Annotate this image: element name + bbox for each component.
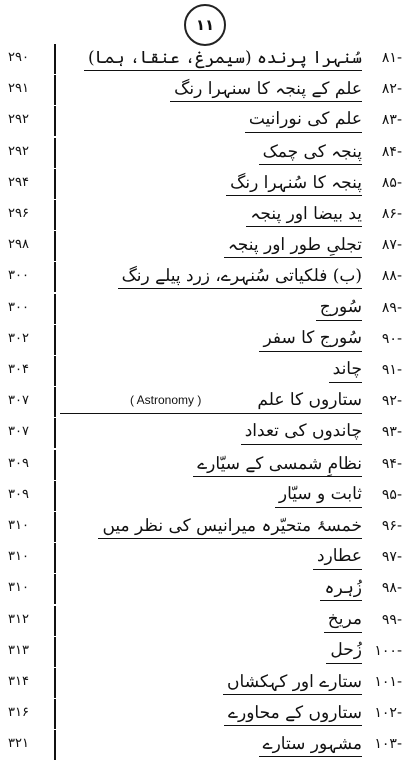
toc-item-number: -۹۳	[381, 424, 402, 441]
column-divider	[54, 387, 56, 417]
toc-page-number: ۳۱۳	[8, 642, 29, 658]
toc-title: چاند	[332, 359, 362, 379]
toc-row	[0, 387, 410, 417]
title-underline	[329, 382, 362, 383]
toc-row	[0, 200, 410, 230]
toc-item-number: -۹۲	[381, 393, 402, 410]
toc-page-number: ۳۰۴	[8, 362, 29, 377]
column-divider	[54, 543, 56, 573]
toc-title: مریخ	[327, 608, 362, 629]
toc-title: علم کی نورانیت	[248, 109, 362, 130]
title-underline	[60, 413, 362, 414]
toc-item-number: -۹۶	[381, 518, 402, 534]
toc-row	[0, 637, 410, 667]
title-underline	[259, 756, 362, 757]
toc-page-number: ۲۹۰	[8, 50, 29, 65]
column-divider	[54, 169, 56, 199]
title-underline	[320, 600, 362, 601]
toc-page-number: ۳۰۰	[8, 299, 29, 315]
toc-page-number: ۲۹۸	[8, 237, 29, 253]
title-underline	[84, 70, 362, 71]
toc-page-number: ۲۹۶	[8, 206, 29, 221]
toc-title: ستاروں کا علم	[257, 390, 362, 411]
title-underline	[246, 226, 362, 227]
toc-title: پنجہ کا سُنہرا رنگ	[230, 172, 362, 193]
toc-row	[0, 543, 410, 573]
toc-title: چاندوں کی تعداد	[244, 421, 362, 442]
column-divider	[54, 106, 56, 136]
toc-title-english-note: ( Astronomy )	[130, 393, 202, 408]
toc-item-number: -۹۷	[381, 549, 402, 566]
title-underline	[170, 101, 362, 102]
toc-row	[0, 699, 410, 729]
column-divider	[54, 668, 56, 698]
toc-page-number: ۲۹۴	[8, 174, 29, 190]
title-underline	[226, 195, 362, 196]
toc-title: خمسۂ متحیّرہ میرانیس کی نظر میں	[102, 516, 362, 536]
toc-item-number: -۸۸	[381, 268, 402, 285]
title-underline	[224, 725, 362, 726]
toc-row	[0, 606, 410, 636]
toc-page-number: ۳۰۹	[8, 455, 29, 471]
toc-item-number: -۸۴	[381, 143, 402, 160]
column-divider	[54, 481, 56, 511]
column-divider	[54, 44, 56, 74]
toc-title: زُہرہ	[324, 578, 362, 599]
title-underline	[118, 288, 362, 289]
column-divider	[54, 200, 56, 230]
toc-item-number: -۹۸	[381, 580, 402, 597]
toc-page-number: ۳۰۹	[8, 486, 29, 502]
title-underline	[313, 569, 362, 570]
toc-item-number: -۹۰	[381, 330, 402, 347]
toc-row	[0, 512, 410, 542]
toc-title: نظامِ شمسی کے سیّارے	[197, 453, 362, 474]
toc-item-number: -۸۹	[381, 299, 402, 316]
toc-item-number: -۱۰۲	[374, 705, 402, 722]
toc-title: (ب) فلکیاتی سُنہرے، زرد پیلے رنگ	[121, 266, 362, 287]
toc-item-number: -۸۳	[381, 112, 402, 129]
title-underline	[324, 632, 362, 633]
toc-row	[0, 418, 410, 448]
column-divider	[54, 606, 56, 636]
toc-item-number: -۱۰۱	[374, 674, 402, 690]
toc-row	[0, 356, 410, 386]
toc-page-number: ۳۱۲	[8, 611, 29, 627]
column-divider	[54, 418, 56, 448]
toc-title: سُورج	[319, 296, 362, 317]
toc-title: پنجہ کی چمک	[262, 141, 362, 162]
toc-page-number: ۳۰۷	[8, 393, 29, 409]
column-divider	[54, 75, 56, 105]
toc-page-number: ۲۹۲	[8, 143, 29, 159]
toc-title: ید بیضا اور پنجہ	[250, 204, 362, 224]
column-divider	[54, 512, 56, 542]
toc-row	[0, 44, 410, 74]
column-divider	[54, 730, 56, 760]
toc-page-number: ۳۰۲	[8, 330, 29, 346]
toc-title: ستاروں کے محاورے	[228, 703, 362, 724]
toc-item-number: -۹۴	[381, 455, 402, 472]
toc-row	[0, 668, 410, 698]
toc-title: مشہور ستارے	[262, 734, 362, 755]
toc-page-number: ۳۱۶	[8, 705, 29, 721]
toc-item-number: -۸۶	[381, 206, 402, 222]
toc-item-number: -۱۰۳	[374, 736, 402, 753]
toc-title: عطارد	[316, 546, 362, 567]
column-divider	[54, 325, 56, 355]
title-underline	[245, 132, 362, 133]
toc-item-number: -۹۹	[381, 611, 402, 628]
toc-title: سُورج کا سفر	[263, 327, 362, 348]
toc-row	[0, 574, 410, 604]
title-underline	[326, 663, 362, 664]
title-underline	[316, 320, 362, 321]
toc-row	[0, 730, 410, 760]
column-divider	[54, 294, 56, 324]
toc-item-number: -۸۵	[381, 174, 402, 191]
toc-page-number: ۳۰۰	[8, 268, 29, 284]
title-underline	[259, 164, 362, 165]
toc-item-number: -۸۱	[381, 50, 402, 66]
toc-page-number: ۳۲۱	[8, 736, 29, 752]
toc-page-number: ۲۹۱	[8, 81, 29, 97]
title-underline	[193, 476, 362, 477]
toc-title: تجلیِ طور اور پنجہ	[227, 235, 362, 256]
page-number-badge	[184, 4, 226, 46]
toc-page-number: ۲۹۲	[8, 112, 29, 128]
toc-row	[0, 450, 410, 480]
toc-row	[0, 138, 410, 168]
column-divider	[54, 699, 56, 729]
toc-row	[0, 294, 410, 324]
column-divider	[54, 138, 56, 168]
toc-page-number: ۳۱۴	[8, 674, 29, 689]
toc-page-number: ۳۱۰	[8, 580, 29, 596]
title-underline	[223, 694, 362, 695]
toc-page-number: ۳۰۷	[8, 424, 29, 440]
column-divider	[54, 637, 56, 667]
toc-item-number: -۱۰۰	[374, 642, 402, 659]
toc-row	[0, 169, 410, 199]
toc-row	[0, 325, 410, 355]
title-underline	[275, 507, 362, 508]
toc-page-number: ۳۱۰	[8, 518, 29, 533]
toc-row	[0, 75, 410, 105]
title-underline	[241, 444, 362, 445]
toc-page-number: ۳۱۰	[8, 549, 29, 565]
toc-item-number: -۹۱	[381, 362, 402, 378]
toc-title: ستارے اور کہکشاں	[227, 672, 362, 692]
column-divider	[54, 231, 56, 261]
toc-item-number: -۸۲	[381, 81, 402, 98]
toc-title: سُنہرا پرندہ (سیمرغ، عنقا، ہما)	[88, 48, 362, 68]
column-divider	[54, 356, 56, 386]
page-number: ۱۱	[195, 16, 215, 34]
column-divider	[54, 574, 56, 604]
title-underline	[259, 351, 362, 352]
title-underline	[224, 257, 362, 258]
toc-item-number: -۸۷	[381, 237, 402, 254]
toc-item-number: -۹۵	[381, 486, 402, 503]
toc-title: ثابت و سیّار	[278, 483, 362, 504]
toc-title: علم کے پنجہ کا سنہرا رنگ	[174, 79, 362, 100]
title-underline	[98, 538, 362, 539]
toc-row	[0, 262, 410, 292]
toc-row	[0, 481, 410, 511]
column-divider	[54, 262, 56, 292]
column-divider	[54, 450, 56, 480]
toc-title: زُحل	[330, 639, 362, 660]
toc-row	[0, 231, 410, 261]
toc-row	[0, 106, 410, 136]
